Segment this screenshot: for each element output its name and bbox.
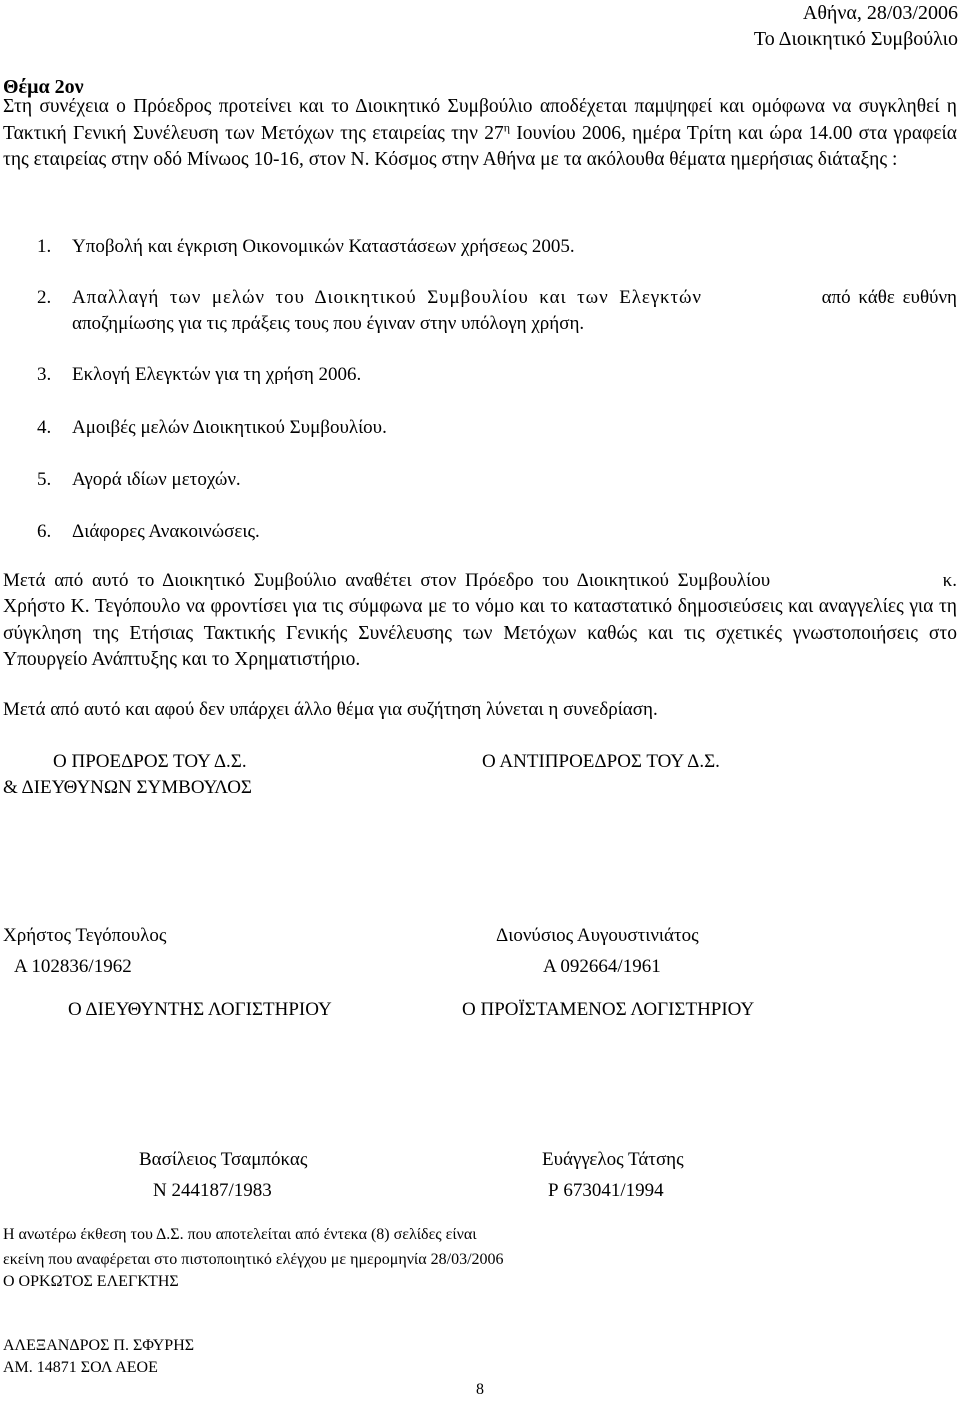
agenda-item-3 — [37, 362, 361, 388]
vice-chairman-title: Ο ΑΝΤΙΠΡΟΕΔΡΟΣ ΤΟΥ Δ.Σ. — [482, 751, 720, 772]
closing-text: Μετά από αυτό και αφού δεν υπάρχει άλλο θέμα για συζήτηση λύνεται η συνεδρίαση. — [3, 699, 658, 720]
agenda-number: 6. — [37, 521, 52, 542]
director-title: Ο ΔΙΕΥΘΥΝΤΗΣ ΛΟΓΙΣΤΗΡΙΟΥ — [68, 999, 332, 1020]
director-name: Βασίλειος Τσαμπόκας — [139, 1149, 308, 1170]
chairman-name: Χρήστος Τεγόπουλος — [3, 925, 167, 946]
agenda-item-2-line2: αποζημίωσης για τις πράξεις τους που έγιναν στην υπόλογη χρήση. — [72, 313, 585, 334]
date-line: Αθήνα, 28/03/2006 — [802, 2, 958, 24]
agenda-number: 2. — [37, 287, 52, 308]
head-accountant-id: Ρ 673041/1994 — [548, 1180, 664, 1201]
assignment-paragraph: Χρήστο Κ. Τεγόπουλο να φροντίσει για τις σύμφωνα με το νόμο και το καταστατικό δημοσιεύσεις και αναγγελίες για τη σύγκληση της Ετήσιας Τακτικής Γενικής Συνέλευσης των Μετόχων καθώς και τις σχετικές γνωστοποιήσεις στο Υπουργείο Ανάπτυξης και το Χρηματιστήριο. — [3, 596, 957, 670]
agenda-text: Εκλογή Ελεγκτών για τη χρήση 2006. — [72, 364, 362, 385]
assignment-line1-text: Μετά από αυτό το Διοικητικό Συμβούλιο αναθέτει στον Πρόεδρο του Διοικητικού Συμβουλίου — [3, 570, 771, 591]
agenda-text-line1: Απαλλαγή των μελών του Διοικητικού Συμβουλίου και των Ελεγκτών — [72, 287, 702, 308]
assignment-line1-right: κ. — [942, 570, 957, 591]
agenda-item-1 — [37, 234, 575, 260]
auditor-registration: ΑΜ. 14871 ΣΟΛ ΑΕΟΕ — [3, 1359, 158, 1376]
chairman-id: Α 102836/1962 — [14, 956, 132, 977]
agenda-number: 3. — [37, 364, 52, 385]
chairman-title: Ο ΠΡΟΕΔΡΟΣ ΤΟΥ Δ.Σ. — [53, 751, 247, 772]
agenda-number: 4. — [37, 417, 52, 438]
board-line: Το Διοικητικό Συμβούλιο — [753, 28, 958, 50]
agenda-item-6 — [37, 519, 260, 545]
auditor-title: Ο ΟΡΚΩΤΟΣ ΕΛΕΓΚΤΗΣ — [3, 1273, 179, 1290]
page-number: 8 — [476, 1381, 484, 1398]
agenda-text-line1-right: από κάθε ευθύνη — [821, 287, 957, 308]
director-id: Ν 244187/1983 — [153, 1180, 272, 1201]
agenda-item-2 — [37, 285, 957, 311]
agenda-item-4 — [37, 415, 387, 441]
head-accountant-name: Ευάγγελος Τάτσης — [542, 1149, 684, 1170]
intro-sup: η — [503, 120, 511, 134]
agenda-text: Υποβολή και έγκριση Οικονομικών Καταστάσεων χρήσεως 2005. — [72, 236, 575, 257]
auditor-name: ΑΛΕΞΑΝΔΡΟΣ Π. ΣΦΥΡΗΣ — [3, 1337, 195, 1354]
agenda-text: Αμοιβές μελών Διοικητικού Συμβουλίου. — [72, 417, 387, 438]
head-accountant-title: Ο ΠΡΟΪΣΤΑΜΕΝΟΣ ΛΟΓΙΣΤΗΡΙΟΥ — [462, 999, 755, 1020]
agenda-number: 5. — [37, 469, 52, 490]
assignment-line1 — [3, 568, 957, 594]
agenda-number: 1. — [37, 236, 52, 257]
agenda-item-5 — [37, 467, 241, 493]
chairman-title-2: & ΔΙΕΥΘΥΝΩΝ ΣΥΜΒΟΥΛΟΣ — [3, 777, 252, 798]
agenda-text: Αγορά ιδίων μετοχών. — [72, 469, 241, 490]
agenda-text: Διάφορες Ανακοινώσεις. — [72, 521, 260, 542]
auditor-line2: εκείνη που αναφέρεται στο πιστοποιητικό ελέγχου με ημερομηνία 28/03/2006 — [3, 1251, 504, 1268]
vice-chairman-name: Διονύσιος Αυγουστινιάτος — [496, 925, 699, 946]
intro-text-2: Ιουνίου 2006, ημέρα Τρίτη και ώρα 14.00 στα γραφεία της εταιρείας στην οδό Μίνωος 10-16, στον Ν. Κόσμος στην Αθήνα με τα ακόλουθα θέματα ημερήσιας διάταξης : — [3, 122, 957, 170]
intro-text-1: Στη συνέχεια ο Πρόεδρος προτείνει και το Διοικητικό Συμβούλιο αποδέχεται παμψηφεί και ομόφωνα να συγκληθεί η Τακτική Γενική Συνέλευση των Μετόχων της εταιρείας την 27 — [3, 96, 957, 144]
topic-title: Θέμα 2ον — [3, 76, 84, 98]
vice-chairman-id: Α 092664/1961 — [543, 956, 661, 977]
intro-paragraph — [3, 94, 957, 174]
auditor-line1: Η ανωτέρω έκθεση του Δ.Σ. που αποτελείται από έντεκα (8) σελίδες είναι — [3, 1226, 477, 1243]
